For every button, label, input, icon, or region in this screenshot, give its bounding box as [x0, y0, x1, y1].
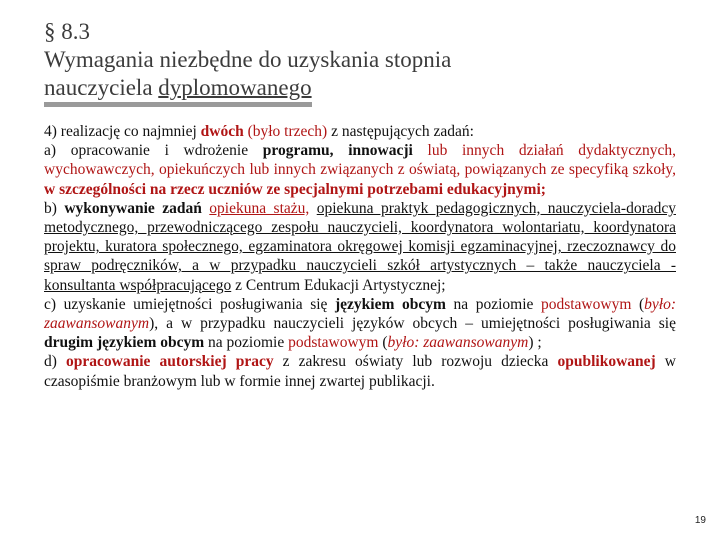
- text-run-red-italic: było: zaawansowanym: [387, 334, 529, 352]
- text-run-bold: innowacji: [348, 142, 413, 160]
- text-run-red: podstawowym: [540, 295, 632, 313]
- slide-body: [44, 122, 676, 391]
- text-run-bold: językiem obcym: [335, 295, 446, 313]
- text-run-red-underline: opiekuna stażu,: [209, 199, 310, 217]
- page-number: 19: [694, 515, 706, 526]
- text-run: w czasopiśmie branżowym lub w formie innej zwartej publikacji.: [44, 353, 676, 390]
- text-run: (: [631, 295, 645, 313]
- item-4: [44, 122, 676, 141]
- text-run-red: podstawowym: [288, 334, 379, 352]
- text-run: ), a w przypadku nauczycieli języków obcych – umiejętności posługiwania się: [149, 315, 676, 333]
- text-run: a) opracowanie i wdrożenie: [44, 142, 263, 160]
- text-run-bold: wykonywanie zadań: [64, 199, 202, 217]
- text-run: z następujących zadań:: [327, 123, 474, 140]
- text-run-bold: programu,: [262, 142, 334, 160]
- text-run-red-bold: dwóch: [200, 123, 244, 140]
- text-run-red-bold: opublikowanej: [557, 353, 656, 371]
- text-run: na poziomie: [204, 334, 289, 352]
- text-run-red-bold: w szczególności na rzecz uczniów ze specjalnymi potrzebami edukacyjnymi;: [44, 180, 546, 198]
- text-run-underline: opiekuna praktyk pedagogicznych, nauczyciela-doradcy metodycznego, przewodniczącego zespołu nauczycieli, koordynatora wolontariatu, koordynatora projektu, kuratora społecznego, egzaminatora okręgowej komisji egzaminacyjnej, rzeczoznawcy do spraw podręczników, a w przypadku nauczycieli szkół artystycznych – także nauczyciela -konsultanta współpracującego: [44, 199, 676, 294]
- text-run: [334, 142, 349, 159]
- title-line-2: Wymagania niezbędne do uzyskania stopnia: [44, 47, 452, 72]
- text-run: b): [44, 199, 65, 217]
- title-line-3: [44, 74, 312, 107]
- text-run: na poziomie: [445, 295, 541, 313]
- text-run-red-italic: było: zaawansowanym: [44, 295, 676, 333]
- title-line-3-b: dyplomowanego: [158, 75, 312, 100]
- text-run: ) ;: [528, 334, 542, 352]
- item-b: [44, 199, 676, 295]
- text-run: (: [378, 334, 388, 352]
- text-run: z Centrum Edukacji Artystycznej;: [231, 276, 446, 294]
- text-run: c) uzyskanie umiejętności posługiwania się: [44, 295, 336, 313]
- item-a: [44, 141, 676, 199]
- text-run: 4) realizację co najmniej: [44, 123, 201, 140]
- text-run-bold: drugim językiem obcym: [44, 334, 205, 352]
- item-d: [44, 352, 676, 390]
- text-run: [309, 200, 316, 217]
- text-run: d): [44, 353, 66, 371]
- title-line-3-a: nauczyciela: [44, 75, 159, 100]
- text-run-red: lub innych działań dydaktycznych, wychowawczych, opiekuńczych lub innych związanych z oświatą, powiązanych ze specyfiką szkoły,: [44, 142, 676, 179]
- item-c: [44, 295, 676, 353]
- slide-title: [44, 18, 684, 107]
- text-run-red: (było trzech): [243, 123, 328, 140]
- text-run: z zakresu oświaty lub rozwoju dziecka: [273, 353, 558, 371]
- section-number: § 8.3: [44, 19, 90, 44]
- text-run-red-bold: opracowanie autorskiej pracy: [66, 353, 274, 371]
